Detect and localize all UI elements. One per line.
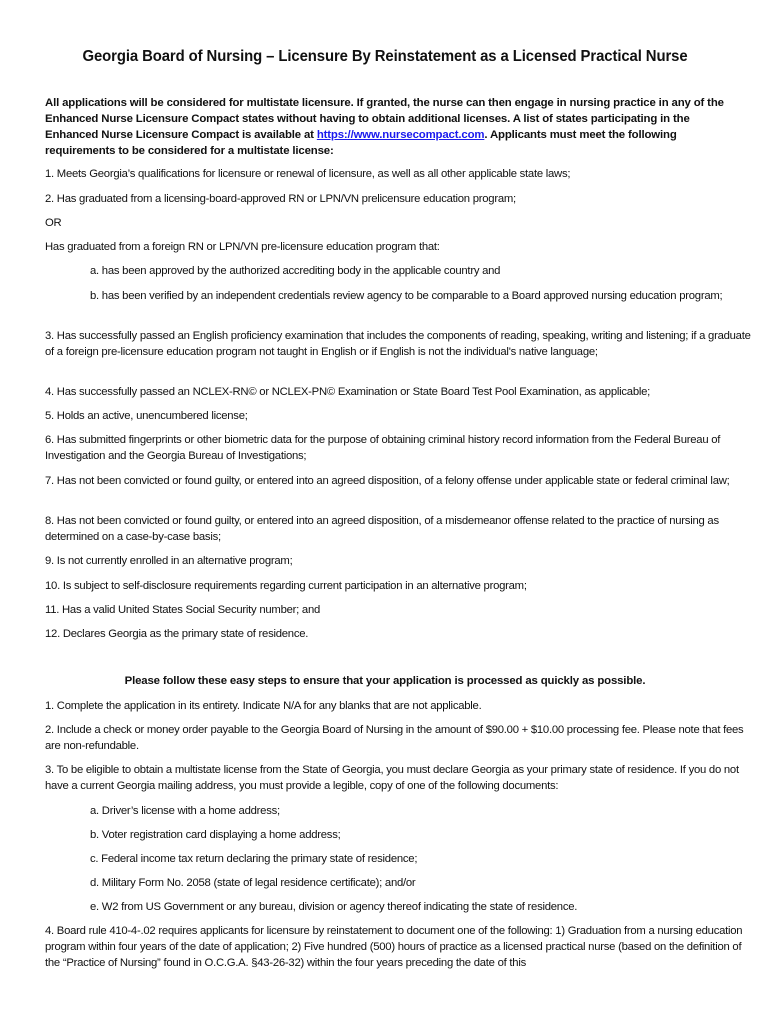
nursecompact-link[interactable]: https://www.nursecompact.com (316, 129, 485, 141)
multistate-intro (45, 95, 745, 159)
document-item-d: d. Military Form No. 2058 (state of legal residence certificate); and/or (90, 877, 416, 889)
steps-heading: Please follow these easy steps to ensure that your application is processed as quickly as possible. (124, 675, 646, 687)
or-separator: OR (45, 217, 62, 229)
step-1: 1. Complete the application in its entirety. Indicate N/A for any blanks that are not applicable. (45, 700, 482, 712)
requirement-4: 4. Has successfully passed an NCLEX-RN© or NCLEX-PN© Examination or State Board Test Pool Examination, as applicable; (45, 386, 651, 398)
requirement-8: 8. Has not been convicted or found guilty, or entered into an agreed disposition, of a misdemeanor offense related to the practice of nursing as determined on a case-by-case basis; (45, 515, 719, 543)
page-title: Georgia Board of Nursing – Licensure By Reinstatement as a Licensed Practical Nurse (82, 48, 688, 65)
step-2: 2. Include a check or money order payable to the Georgia Board of Nursing in the amount of $90.00 + $10.00 processing fee. Please note that fees are non-refundable. (45, 724, 744, 752)
requirement-11: 11. Has a valid United States Social Security number; and (45, 604, 321, 616)
requirement-12: 12. Declares Georgia as the primary state of residence. (45, 628, 309, 640)
intro-text: All applications will be considered for multistate licensure. If granted, the nurse can then engage in nursing practice in any of the Enhanced Nurse Licensure Compact states without having to obtain additional licenses. A list of states participating in the Enhanced Nurse Licensure Compact is available at (45, 97, 724, 141)
requirement-7: 7. Has not been convicted or found guilty, or entered into an agreed disposition, of a felony offense under applicable state or federal criminal law; (45, 475, 730, 487)
intro-text-end: . Applicants must meet the following requirements to be considered for a multistate license: (45, 129, 677, 157)
requirement-5: 5. Holds an active, unencumbered license; (45, 410, 248, 422)
step-3: 3. To be eligible to obtain a multistate license from the State of Georgia, you must declare Georgia as your primary state of residence. If you do not have a current Georgia mailing address, you must provide a legible, copy of one of the following documents: (45, 764, 739, 792)
foreign-education-text: Has graduated from a foreign RN or LPN/VN pre-licensure education program that: (45, 241, 440, 253)
foreign-item-a: a. has been approved by the authorized accrediting body in the applicable country and (90, 265, 501, 277)
requirement-9: 9. Is not currently enrolled in an alternative program; (45, 555, 293, 567)
document-item-c: c. Federal income tax return declaring the primary state of residence; (90, 853, 418, 865)
requirement-6: 6. Has submitted fingerprints or other biometric data for the purpose of obtaining criminal history record information from the Federal Bureau of Investigation and the Georgia Bureau of Investigations; (45, 434, 721, 462)
document-item-a: a. Driver’s license with a home address; (90, 805, 280, 817)
foreign-item-b: b. has been verified by an independent credentials review agency to be comparable to a Board approved nursing education program; (90, 290, 723, 302)
requirement-2: 2. Has graduated from a licensing-board-approved RN or LPN/VN prelicensure education program; (45, 193, 516, 205)
document-item-b: b. Voter registration card displaying a home address; (90, 829, 341, 841)
step-4: 4. Board rule 410-4-.02 requires applicants for licensure by reinstatement to document one of the following: 1) Graduation from a nursing education program within four years of the date of application; 2) Five hundred (500) hours of practice as a licensed practical nurse (based on the definition of the “Practice of Nursing” found in O.C.G.A. §43-26-32) within the four years preceding the date of this (45, 925, 743, 969)
requirement-1: 1. Meets Georgia’s qualifications for licensure or renewal of licensure, as well as all other applicable state laws; (45, 168, 571, 180)
requirement-3: 3. Has successfully passed an English proficiency examination that includes the components of reading, speaking, writing and listening; if a graduate of a foreign pre-licensure education program not taught in English or if English is not the individual's native language; (45, 330, 751, 358)
requirement-10: 10. Is subject to self-disclosure requirements regarding current participation in an alternative program; (45, 580, 527, 592)
document-item-e: e. W2 from US Government or any bureau, division or agency thereof indicating the state of residence. (90, 901, 578, 913)
